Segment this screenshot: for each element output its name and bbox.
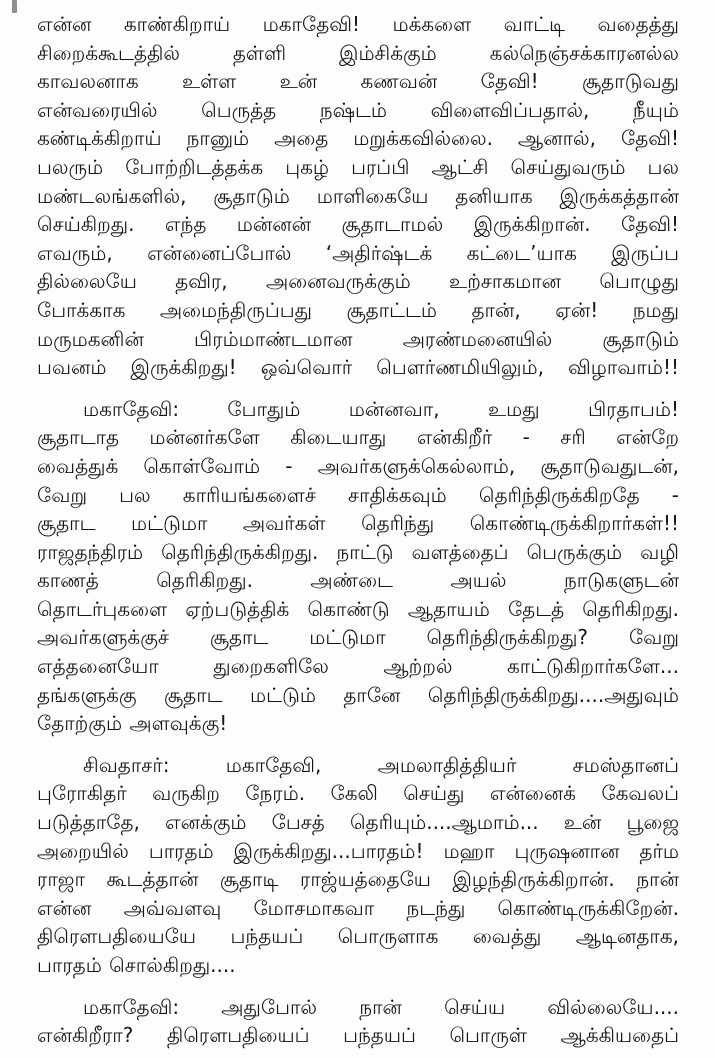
text-line: எவரும், என்னைப்போல் ‘அதிர்ஷ்டக் கட்டை’யாக இருப்ப — [37, 240, 679, 265]
paragraph — [37, 395, 679, 738]
text-line: தங்களுக்கு சூதாட மட்டும் தானே தெரிந்திருக்கிறது....அதுவும் — [37, 682, 679, 707]
text-line: பவனம் இருக்கிறது! ஒவ்வொர் பௌர்ணமியிலும், விழாவாம்!! — [37, 355, 679, 380]
text-line: புரோகிதர் வருகிற நேரம். கேலி செய்து என்னைக் கேவலப் — [37, 781, 679, 806]
paragraph — [37, 751, 679, 980]
text-line: பாரதம் சொல்கிறது.... — [37, 953, 236, 977]
text-line: படுத்தாதே, எனக்கும் பேசத் தெரியும்....ஆமாம்... உன் பூஜை — [37, 810, 679, 835]
text-line: பலரும் போற்றிடத்தக்க புகழ் பரப்பி ஆட்சி செய்துவரும் பல — [37, 154, 679, 179]
paragraph — [37, 993, 679, 1050]
paragraph — [37, 10, 679, 382]
text-line: என்வரையில் பெருத்த நஷ்டம் விளைவிப்பதால், நீயும் — [37, 97, 679, 122]
text-line: தில்லையே தவிர, அனைவருக்கும் உற்சாகமான பொழுது — [37, 269, 679, 294]
text-line: காவலனாக உள்ள உன் கணவன் தேவி! சூதாடுவது — [37, 69, 679, 94]
text-line: என்கிறீரா? திரௌபதியைப் பந்தயப் பொருள் ஆக்கியதைப் — [37, 1023, 679, 1048]
document-body — [37, 10, 679, 1050]
text-line: தோற்கும் அளவுக்கு! — [37, 711, 228, 736]
text-line: என்ன காண்கிறாய் மகாதேவி! மக்களை வாட்டி வதைத்து — [37, 12, 679, 36]
text-line: அவர்களுக்குச் சூதாட மட்டுமா தெரிந்திருக்கிறது? வேறு — [37, 625, 679, 650]
text-line: திரௌபதியையே பந்தயப் பொருளாக வைத்து ஆடினதாக, — [37, 924, 679, 949]
text-line: வைத்துக் கொள்வோம் - அவர்களுக்கெல்லாம், சூதாடுவதுடன், — [37, 453, 679, 478]
text-line: ராஜா கூடத்தான் சூதாடி ராஜ்யத்தையே இழந்திருக்கிறான். நான் — [37, 867, 679, 892]
text-line: மருமகனின் பிரம்மாண்டமான அரண்மனையில் சூதாடும் — [37, 326, 679, 351]
text-line: கண்டிக்கிறாய் நானும் அதை மறுக்கவில்லை. ஆனால், தேவி! — [37, 126, 679, 151]
text-line: என்ன அவ்வளவு மோசமாகவா நடந்து கொண்டிருக்கிறேன். — [37, 895, 679, 920]
text-line: மகாதேவி: போதும் மன்னவா, உமது பிரதாபம்! — [83, 396, 679, 421]
text-line: அறையில் பாரதம் இருக்கிறது...பாரதம்! மஹா புருஷனான தர்ம — [37, 838, 679, 863]
text-line: சூதாடாத மன்னர்களே கிடையாது என்கிறீர் - சரி என்றே — [37, 425, 679, 450]
text-line: மண்டலங்களில், சூதாடும் மாளிகையே தனியாக இருக்கத்தான் — [37, 183, 679, 208]
text-line: காணத் தெரிகிறது. அண்டை அயல் நாடுகளுடன் — [37, 568, 679, 593]
text-line: தொடர்புகளை ஏற்படுத்திக் கொண்டு ஆதாயம் தேடத் தெரிகிறது. — [37, 596, 679, 621]
text-line: எத்தனையோ துறைகளிலே ஆற்றல் காட்டுகிறார்களே... — [37, 654, 679, 679]
text-line: ராஜதந்திரம் தெரிந்திருக்கிறது. நாட்டு வளத்தைப் பெருக்கும் வழி — [37, 539, 679, 564]
text-line: போக்காக அமைந்திருப்பது சூதாட்டம் தான், ஏன்! நமது — [37, 297, 679, 322]
text-line: சிறைக்கூடத்தில் தள்ளி இம்சிக்கும் கல்நெஞ்சக்காரனல்ல — [37, 40, 679, 65]
text-line: வேறு பல காரியங்களைச் சாதிக்கவும் தெரிந்திருக்கிறதே - — [37, 482, 679, 507]
text-line: சூதாட மட்டுமா அவர்கள் தெரிந்து கொண்டிருக்கிறார்கள்!! — [37, 511, 679, 536]
scan-artifact — [12, 0, 17, 13]
text-line: மகாதேவி: அதுபோல் நான் செய்ய வில்லையே.... — [83, 994, 679, 1019]
text-line: செய்கிறது. எந்த மன்னன் சூதாடாமல் இருக்கிறான். தேவி! — [37, 212, 679, 237]
text-line: சிவதாசர்: மகாதேவி, அமலாதித்தியர் சமஸ்தானப் — [83, 752, 679, 777]
